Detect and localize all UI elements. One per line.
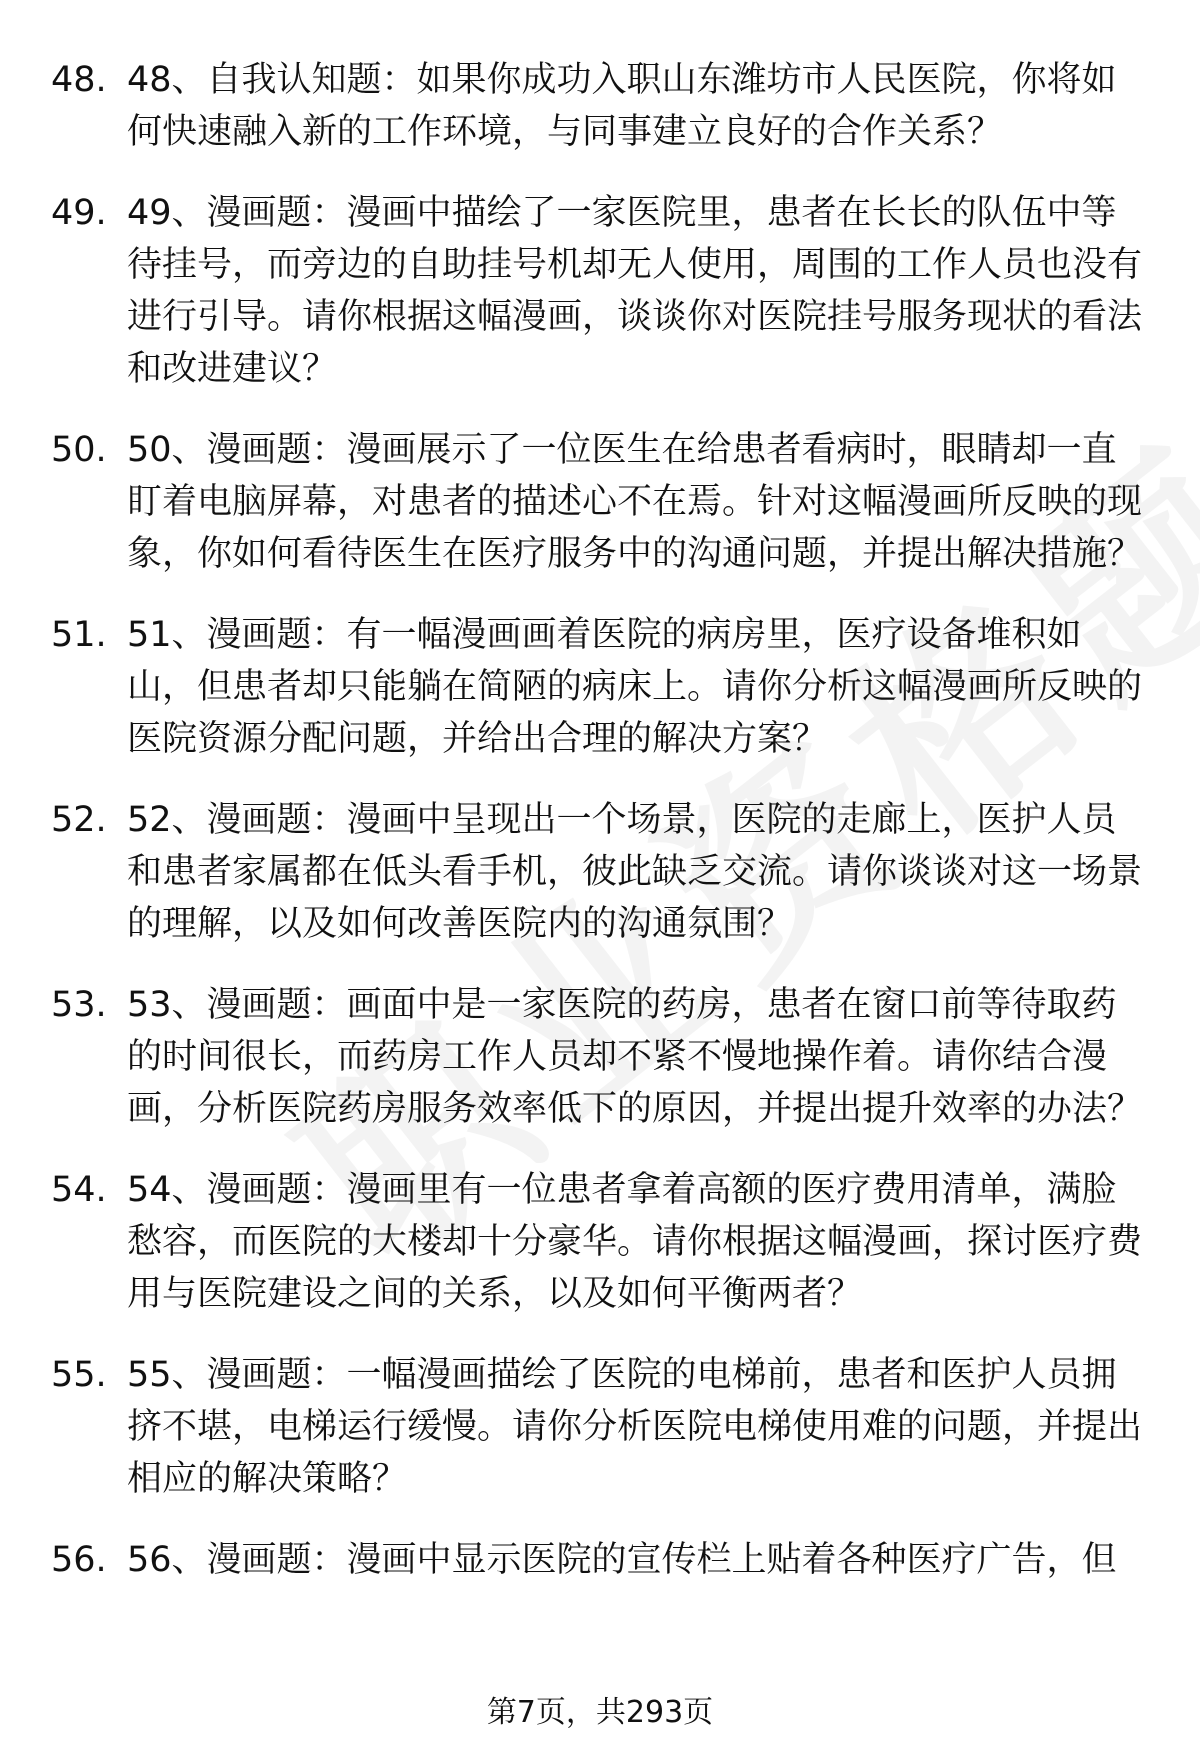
list-number: 54. [51, 1170, 107, 1210]
list-item [0, 979, 1200, 1135]
list-item [0, 1164, 1200, 1320]
list-item [0, 794, 1200, 950]
list-item [0, 187, 1200, 395]
list-item [0, 424, 1200, 580]
list-item [0, 1534, 1200, 1586]
question-text: 55、漫画题：一幅漫画描绘了医院的电梯前，患者和医护人员拥挤不堪，电梯运行缓慢。请你分析医院电梯使用难的问题，并提出相应的解决策略？ [127, 1355, 1143, 1499]
list-number: 52. [51, 800, 107, 840]
list-item [0, 1349, 1200, 1505]
question-text: 54、漫画题：漫画里有一位患者拿着高额的医疗费用清单，满脸愁容，而医院的大楼却十分豪华。请你根据这幅漫画，探讨医疗费用与医院建设之间的关系，以及如何平衡两者？ [127, 1170, 1143, 1314]
list-number: 53. [51, 985, 107, 1025]
question-text: 52、漫画题：漫画中呈现出一个场景，医院的走廊上，医护人员和患者家属都在低头看手机，彼此缺乏交流。请你谈谈对这一场景的理解，以及如何改善医院内的沟通氛围？ [127, 800, 1143, 944]
page-footer: 第7页，共293页 [486, 1695, 714, 1730]
question-text: 48、自我认知题：如果你成功入职山东潍坊市人民医院，你将如何快速融入新的工作环境，与同事建立良好的合作关系？ [127, 60, 1117, 152]
question-text: 49、漫画题：漫画中描绘了一家医院里，患者在长长的队伍中等待挂号，而旁边的自助挂号机却无人使用，周围的工作人员也没有进行引导。请你根据这幅漫画，谈谈你对医院挂号服务现状的看法和改进建议？ [127, 193, 1143, 389]
list-item [0, 54, 1200, 158]
list-number: 49. [51, 193, 107, 233]
list-number: 48. [51, 60, 107, 100]
question-text: 51、漫画题：有一幅漫画画着医院的病房里，医疗设备堆积如山，但患者却只能躺在简陋的病床上。请你分析这幅漫画所反映的医院资源分配问题，并给出合理的解决方案？ [127, 615, 1143, 759]
list-number: 55. [51, 1355, 107, 1395]
list-number: 51. [51, 615, 107, 655]
question-text: 53、漫画题：画面中是一家医院的药房，患者在窗口前等待取药的时间很长，而药房工作人员却不紧不慢地操作着。请你结合漫画，分析医院药房服务效率低下的原因，并提出提升效率的办法？ [127, 985, 1143, 1129]
list-item [0, 609, 1200, 765]
question-list [0, 54, 1200, 1615]
question-text: 50、漫画题：漫画展示了一位医生在给患者看病时，眼睛却一直盯着电脑屏幕，对患者的描述心不在焉。针对这幅漫画所反映的现象，你如何看待医生在医疗服务中的沟通问题，并提出解决措施？ [127, 430, 1143, 574]
question-text: 56、漫画题：漫画中显示医院的宣传栏上贴着各种医疗广告，但 [127, 1540, 1117, 1580]
list-number: 50. [51, 430, 107, 470]
list-number: 56. [51, 1540, 107, 1580]
